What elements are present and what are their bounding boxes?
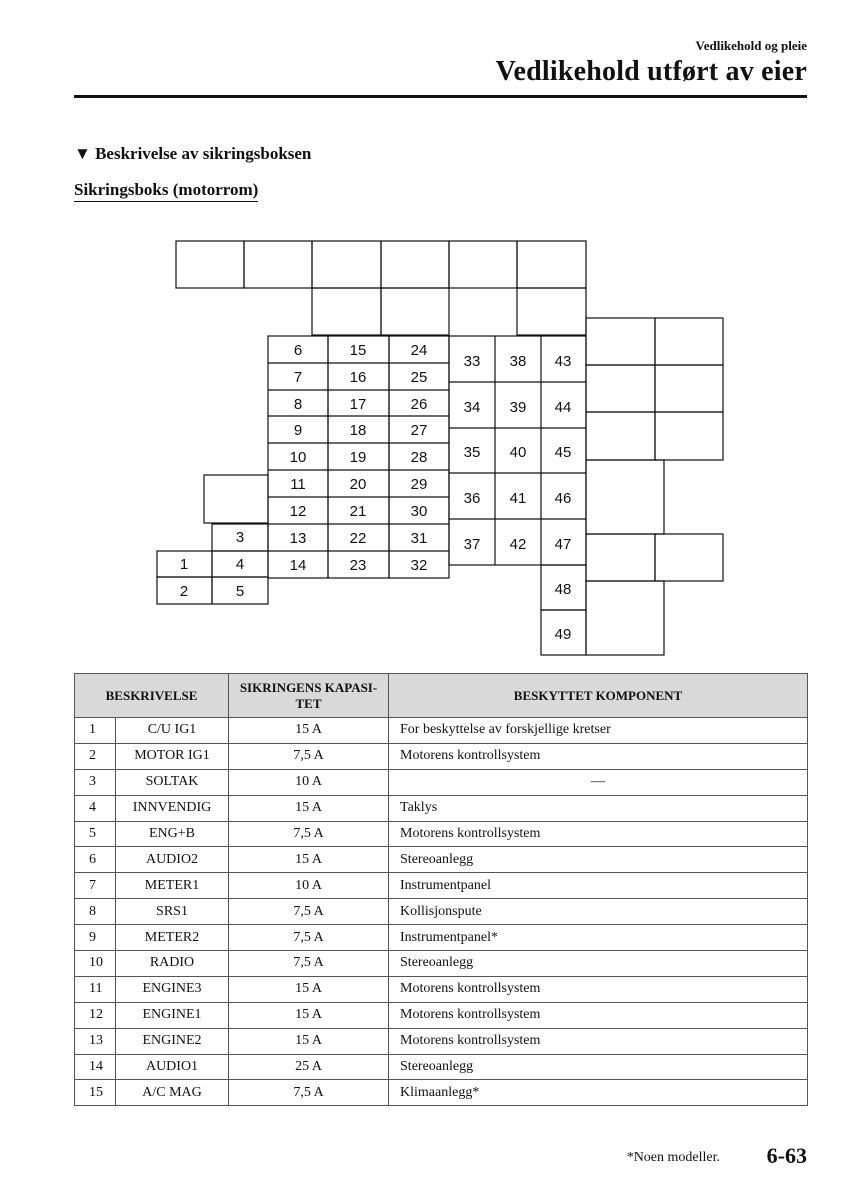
fuse-label: 8 [293,396,303,413]
fuse-number-cell: 10 [75,951,116,977]
fuse-label: 10 [289,449,307,466]
fuse-number-cell: 13 [75,1028,116,1054]
fuse-description-cell: ENGINE1 [116,1002,229,1028]
fuse-label: 2 [179,583,189,600]
fuse-label: 44 [554,399,572,416]
fuse-label: 20 [349,476,367,493]
protected-component-cell: Klimaanlegg* [389,1080,808,1106]
fuse-number-cell: 6 [75,847,116,873]
fuse-label: 5 [235,583,245,600]
fuse-label: 42 [509,536,527,553]
fuse-label: 40 [509,444,527,461]
blank-fuse-slot [517,241,586,288]
fuse-capacity-cell: 7,5 A [229,1080,389,1106]
fuse-label: 15 [349,342,367,359]
blank-fuse-slot [586,365,655,412]
blank-fuse-slot [655,365,723,412]
fuse-capacity-cell: 15 A [229,718,389,744]
table-row [75,951,808,977]
fuse-label: 22 [349,530,367,547]
fuse-labels [180,342,572,643]
fuse-capacity-cell: 7,5 A [229,899,389,925]
blank-fuse-slot [312,241,381,288]
fuse-number-cell: 1 [75,718,116,744]
fuse-label: 38 [509,353,527,370]
table-row [75,795,808,821]
fuse-label: 31 [410,530,428,547]
fuse-label: 34 [463,399,481,416]
fuse-label: 48 [554,581,572,598]
fuse-description-cell: AUDIO1 [116,1054,229,1080]
page-number: 6-63 [766,1143,807,1168]
fuse-description-cell: A/C MAG [116,1080,229,1106]
fuse-description-cell: MOTOR IG1 [116,743,229,769]
blank-fuse-slot [517,288,586,335]
blank-fuse-slot [449,241,517,288]
fuse-label: 13 [289,530,307,547]
blank-fuse-slot [655,412,723,460]
fuse-description-cell: SRS1 [116,899,229,925]
fuse-capacity-cell: 10 A [229,873,389,899]
fuse-description-cell: ENGINE2 [116,1028,229,1054]
blank-fuse-slot [176,241,244,288]
fuse-label: 24 [410,342,428,359]
table-row [75,1002,808,1028]
fuse-description-cell: SOLTAK [116,769,229,795]
table-row [75,1028,808,1054]
fuse-label: 35 [463,444,481,461]
fuse-label: 47 [554,536,572,553]
protected-component-cell: Stereoanlegg [389,1054,808,1080]
fuse-label: 45 [554,444,572,461]
fuse-description-cell: ENGINE3 [116,976,229,1002]
table-row [75,899,808,925]
protected-component-cell: — [389,769,808,795]
fuse-capacity-cell: 15 A [229,1002,389,1028]
table-row [75,976,808,1002]
table-row [75,718,808,744]
protected-component-cell: Stereoanlegg [389,951,808,977]
table-row [75,821,808,847]
fuse-label: 14 [289,557,307,574]
table-row [75,743,808,769]
protected-component-cell: Motorens kontrollsystem [389,1028,808,1054]
blank-fuse-slot [586,318,655,365]
blank-fuse-slot [244,241,312,288]
fuse-label: 18 [349,422,367,439]
blank-fuse-slot [586,581,664,655]
protected-component-cell: For beskyttelse av forskjellige kretser [389,718,808,744]
fuse-capacity-cell: 15 A [229,847,389,873]
protected-component-cell: Motorens kontrollsystem [389,976,808,1002]
section-label: Vedlikehold og pleie [695,38,807,53]
blank-fuse-slot [381,241,449,288]
fuse-number-cell: 3 [75,769,116,795]
fuse-label: 49 [554,626,572,643]
fuse-label: 4 [235,556,245,573]
fuse-label: 25 [410,369,428,386]
fuse-capacity-cell: 25 A [229,1054,389,1080]
protected-component-cell: Kollisjonspute [389,899,808,925]
blank-fuse-slot [586,534,655,581]
fuse-label: 11 [290,476,306,493]
fuse-number-cell: 7 [75,873,116,899]
fuse-number-cell: 15 [75,1080,116,1106]
fuse-capacity-cell: 7,5 A [229,821,389,847]
table-row [75,1054,808,1080]
fuse-capacity-cell: 7,5 A [229,743,389,769]
fuse-label: 17 [349,396,367,413]
fuse-table [74,673,808,1106]
fuse-box-subheading: Sikringsboks (motorrom) [74,180,258,202]
col-header-capacity: SIKRINGENS KAPASI-TET [229,674,389,718]
footnote: *Noen modeller. [626,1150,720,1165]
blank-fuse-slot [586,460,664,534]
protected-component-cell: Motorens kontrollsystem [389,1002,808,1028]
fuse-capacity-cell: 15 A [229,976,389,1002]
fuse-label: 29 [410,476,428,493]
fuse-capacity-cell: 7,5 A [229,951,389,977]
col-header-description: BESKRIVELSE [75,674,229,718]
fuse-number-cell: 14 [75,1054,116,1080]
fuse-label: 37 [463,536,481,553]
table-row [75,769,808,795]
fuse-description-cell: METER2 [116,925,229,951]
fuse-description-cell: RADIO [116,951,229,977]
fuse-label: 7 [293,369,303,386]
fuse-number-cell: 12 [75,1002,116,1028]
fuse-label: 19 [349,449,367,466]
fuse-capacity-cell: 15 A [229,795,389,821]
fuse-label: 12 [289,503,307,520]
fuse-label: 43 [554,353,572,370]
fuse-description-cell: ENG+B [116,821,229,847]
fuse-label: 1 [179,556,189,573]
blank-fuse-slot [381,288,449,335]
fuse-description-cell: C/U IG1 [116,718,229,744]
blank-fuse-slot [204,475,268,523]
protected-component-cell: Stereoanlegg [389,847,808,873]
fuse-capacity-cell: 15 A [229,1028,389,1054]
blank-fuse-slot [655,318,723,365]
section-heading: ▼ Beskrivelse av sikringsboksen [74,144,312,163]
blank-fuse-slot [312,288,381,335]
fuse-description-cell: AUDIO2 [116,847,229,873]
fuse-capacity-cell: 7,5 A [229,925,389,951]
fuse-number-cell: 8 [75,899,116,925]
fuse-number-cell: 11 [75,976,116,1002]
table-header-row [75,674,808,718]
fuse-label: 36 [463,490,481,507]
protected-component-cell: Motorens kontrollsystem [389,821,808,847]
protected-component-cell: Motorens kontrollsystem [389,743,808,769]
fuse-number-cell: 4 [75,795,116,821]
table-row [75,925,808,951]
fuse-label: 39 [509,399,527,416]
fuse-label: 23 [349,557,367,574]
fuse-label: 3 [235,529,245,546]
fuse-label: 46 [554,490,572,507]
protected-component-cell: Instrumentpanel* [389,925,808,951]
fuse-number-cell: 5 [75,821,116,847]
fuse-description-cell: METER1 [116,873,229,899]
protected-component-cell: Taklys [389,795,808,821]
blank-fuse-slot [586,412,655,460]
fuse-label: 28 [410,449,428,466]
fuse-label: 32 [410,557,428,574]
fuse-label: 9 [293,422,303,439]
fuse-description-cell: INNVENDIG [116,795,229,821]
table-row [75,1080,808,1106]
page-title: Vedlikehold utført av eier [495,56,807,87]
protected-component-cell: Instrumentpanel [389,873,808,899]
fuse-label: 30 [410,503,428,520]
fuse-label: 6 [293,342,303,359]
fuse-label: 41 [509,490,527,507]
fuse-number-cell: 9 [75,925,116,951]
fuse-number-cell: 2 [75,743,116,769]
table-row [75,847,808,873]
table-row [75,873,808,899]
fuse-capacity-cell: 10 A [229,769,389,795]
fuse-label: 21 [349,503,367,520]
fuse-label: 33 [463,353,481,370]
fuse-label: 27 [410,422,428,439]
col-header-component: BESKYTTET KOMPONENT [389,674,808,718]
blank-fuse-slot [655,534,723,581]
fuse-label: 26 [410,396,428,413]
fuse-label: 16 [349,369,367,386]
